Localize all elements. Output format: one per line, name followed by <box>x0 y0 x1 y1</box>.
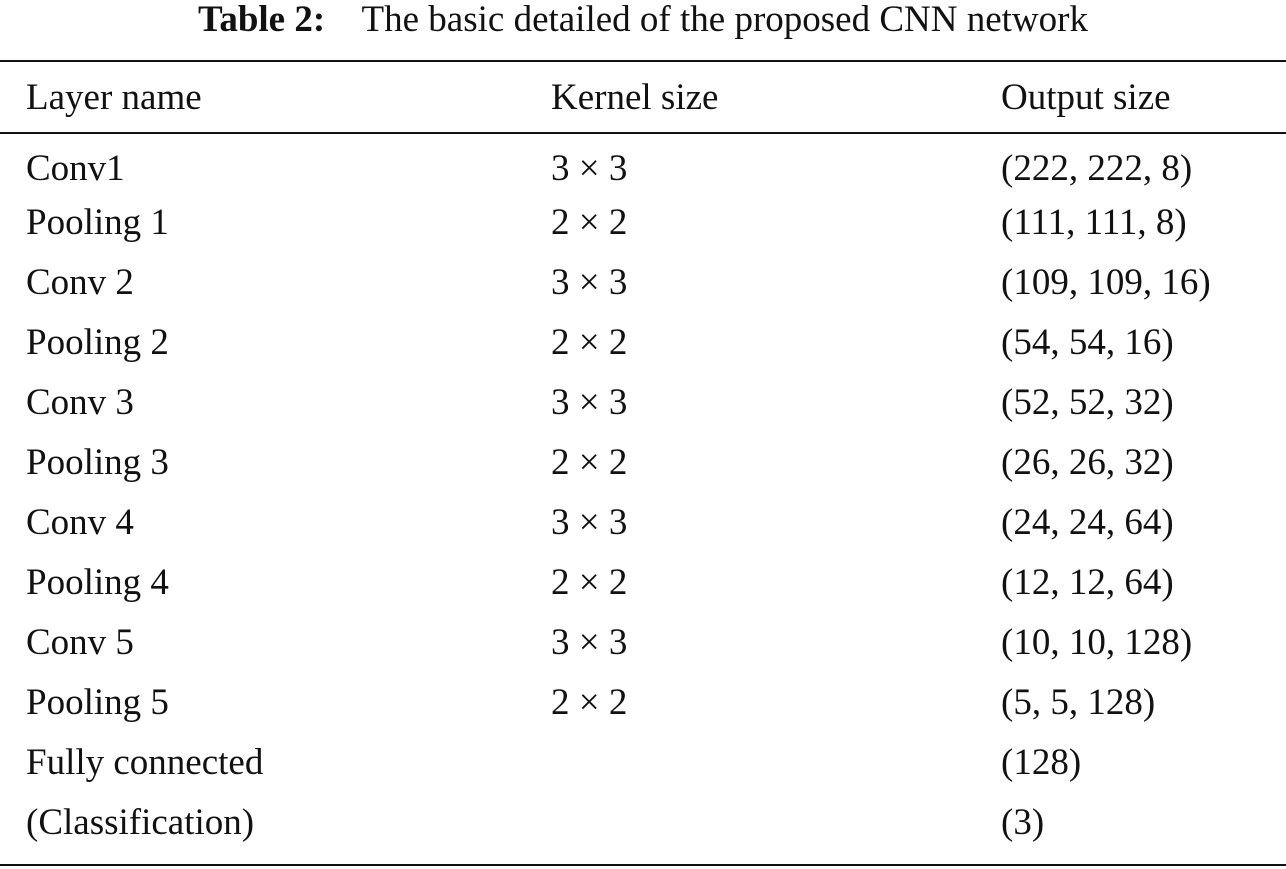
table-row <box>0 732 1286 792</box>
kernel-size-cell <box>551 792 1001 852</box>
table-caption-label: Table 2: <box>198 0 326 40</box>
output-size-cell: (24, 24, 64) <box>1001 501 1174 543</box>
column-header-output-size: Output size <box>1001 76 1171 118</box>
output-size-cell: (222, 222, 8) <box>1001 147 1193 189</box>
output-size-cell: (10, 10, 128) <box>1001 621 1193 663</box>
layer-name-cell: Pooling 5 <box>26 681 169 723</box>
kernel-size-cell <box>551 732 1001 792</box>
layer-name-cell: Pooling 4 <box>26 561 169 603</box>
kernel-size-cell: 3 × 3 <box>551 147 628 189</box>
layer-name-cell: Conv 5 <box>26 621 134 663</box>
layer-name-cell: Pooling 3 <box>26 441 169 483</box>
table-row <box>0 372 1286 432</box>
table-caption <box>0 0 1286 42</box>
table-row <box>0 552 1286 612</box>
kernel-size-cell: 2 × 2 <box>551 321 628 363</box>
output-size-cell: (52, 52, 32) <box>1001 381 1174 423</box>
output-size-cell: (54, 54, 16) <box>1001 321 1174 363</box>
kernel-size-cell: 3 × 3 <box>551 261 628 303</box>
table-row <box>0 132 1286 192</box>
layer-name-cell: Pooling 2 <box>26 321 169 363</box>
table-row <box>0 432 1286 492</box>
kernel-size-cell: 2 × 2 <box>551 441 628 483</box>
table-row <box>0 612 1286 672</box>
kernel-size-cell: 2 × 2 <box>551 561 628 603</box>
table-row <box>0 192 1286 252</box>
output-size-cell: (3) <box>1001 801 1045 843</box>
kernel-size-cell: 2 × 2 <box>551 201 628 243</box>
kernel-size-cell: 3 × 3 <box>551 501 628 543</box>
layer-name-cell: Conv1 <box>26 147 125 189</box>
layer-name-cell: Conv 2 <box>26 261 134 303</box>
output-size-cell: (26, 26, 32) <box>1001 441 1174 483</box>
column-header-kernel-size: Kernel size <box>551 76 719 118</box>
layer-name-cell: (Classification) <box>26 801 255 843</box>
output-size-cell: (109, 109, 16) <box>1001 261 1211 303</box>
kernel-size-cell: 3 × 3 <box>551 621 628 663</box>
table-row <box>0 492 1286 552</box>
cnn-layer-table <box>0 62 1286 852</box>
output-size-cell: (12, 12, 64) <box>1001 561 1174 603</box>
table-caption-text: The basic detailed of the proposed CNN network <box>361 0 1088 40</box>
table-body <box>0 132 1286 852</box>
table-row <box>0 672 1286 732</box>
table-header <box>0 62 1286 132</box>
layer-name-cell: Pooling 1 <box>26 201 169 243</box>
output-size-cell: (111, 111, 8) <box>1001 201 1187 243</box>
layer-name-cell: Conv 3 <box>26 381 134 423</box>
layer-name-cell: Conv 4 <box>26 501 134 543</box>
column-header-layer-name: Layer name <box>26 76 202 118</box>
table-row <box>0 312 1286 372</box>
table-row <box>0 792 1286 852</box>
output-size-cell: (5, 5, 128) <box>1001 681 1156 723</box>
kernel-size-cell: 3 × 3 <box>551 381 628 423</box>
layer-name-cell: Fully connected <box>26 741 264 783</box>
table-header-row <box>0 62 1286 132</box>
table-caption-spacer <box>334 0 353 40</box>
output-size-cell: (128) <box>1001 741 1082 783</box>
table-bottom-rule <box>0 864 1286 866</box>
table-row <box>0 252 1286 312</box>
kernel-size-cell: 2 × 2 <box>551 681 628 723</box>
